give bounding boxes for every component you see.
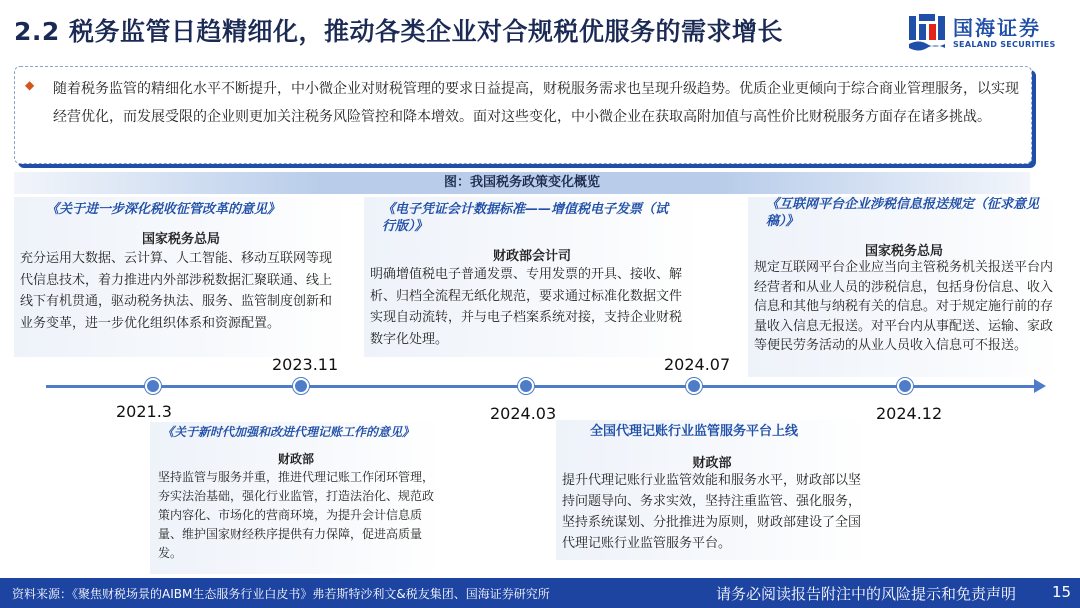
policy-description: 坚持监管与服务并重，推进代理记账工作闭环管理，夯实法治基础，强化行业监管，打造法治化、规范政策内容化、市场化的营商环境，为提升会计信息质量、维护国家财经秩序提供有力保障，促进高质量发。 [158,470,435,560]
timeline-axis [46,385,1046,389]
arrow-right-icon [1034,379,1046,393]
policy-title: 《电子凭证会计数据标准——增值税电子发票（试行版）》 [382,202,669,234]
timeline-line [46,385,1040,388]
policy-description: 提升代理记账行业监管效能和服务水平，财政部以坚持问题导向、务求实效，坚持注重监管、强化服务，坚持系统谋划、分批推进为原则，财政部建设了全国代理记账行业监管服务平台。 [562,473,862,551]
footer-source: 资料来源：《聚焦财税场景的AIBM生态服务行业白皮书》弗若斯特沙利文&税友集团、国海证券研究所 [12,587,550,601]
timeline-date: 2024.12 [876,404,943,423]
timeline-dot-2024-12 [897,378,913,394]
diamond-bullet-icon: ◆ [25,78,35,92]
sealand-logo-mark-icon [907,12,947,52]
logo-chinese-name: 国海证券 [953,16,1041,40]
policy-issuer: 国家税务总局 [141,232,220,247]
policy-title: 《关于新时代加强和改进代理记账工作的意见》 [162,425,415,439]
timeline-date: 2023.11 [272,355,339,374]
policy-card-2021-03 [14,197,348,357]
policy-description: 规定互联网平台企业应当向主管税务机关报送平台内经营者和从业人员的涉税信息，包括身份信息、收入信息和其他与纳税有关的信息。对于规定施行前的存量收入信息无报送。对平台内从事配送、运输、家政等便民劳务活动的从业人员收入信息可不报送。 [754,260,1054,353]
policy-card-2024-12 [748,197,1060,377]
footer-disclaimer: 请务必阅读报告附注中的风险提示和免责声明 [716,585,1017,603]
sealand-logo [907,12,1067,60]
policy-card-2024-03 [364,197,700,357]
policy-description: 充分运用大数据、云计算、人工智能、移动互联网等现代信息技术，着力推进内外部涉税数据汇聚联通、线上线下有机贯通，驱动税务执法、服务、监管制度创新和业务变革，进一步优化组织体系和资源配置。 [20,251,333,331]
timeline-date: 2024.07 [664,355,731,374]
policy-issuer: 国家税务总局 [864,244,943,259]
footer-bar [0,578,1080,608]
policy-title: 《关于进一步深化税收征管改革的意见》 [46,202,281,217]
policy-description: 明确增值税电子普通发票、专用发票的开具、接收、解析、归档全流程无纸化规范，要求通过标准化数据文件实现自动流转，并与电子档案系统对接，支持企业财税数字化处理。 [370,267,683,347]
timeline-dot-2024-07 [686,378,702,394]
intro-text: 随着税务监管的精细化水平不断提升，中小微企业对财税管理的要求日益提高，财税服务需求也呈现升级趋势。优质企业更倾向于综合商业管理服务，以实现经营优化，而发展受限的企业则更加关注税务风险管控和降本增效。面对这些变化，中小微企业在获取高附加值与高性价比财税服务方面存在诸多挑战。 [53,81,1019,125]
policy-card-2024-07 [556,420,868,560]
logo-english-name: SEALAND SECURITIES [953,40,1056,49]
figure-title: 图：我国税务政策变化概览 [14,172,1030,194]
timeline-dot-2024-03 [518,378,534,394]
timeline-date: 2024.03 [490,404,557,423]
policy-card-2023-11 [150,422,442,574]
intro-box [14,66,1032,164]
policy-title: 《互联网平台企业涉税信息报送规定（征求意见稿）》 [766,197,1040,229]
policy-issuer: 财政部会计司 [492,249,571,264]
page-title: 2.2 税务监管日趋精细化，推动各类企业对合规税优服务的需求增长 [14,17,783,46]
policy-title: 全国代理记账行业监管服务平台上线 [590,424,799,439]
policy-issuer: 财政部 [692,456,732,471]
timeline-date: 2021.3 [116,402,172,421]
timeline-dot-2023-11 [293,378,309,394]
policy-issuer: 财政部 [277,452,314,466]
timeline-dot-2021-03 [145,378,161,394]
page-number: 15 [1052,583,1072,601]
